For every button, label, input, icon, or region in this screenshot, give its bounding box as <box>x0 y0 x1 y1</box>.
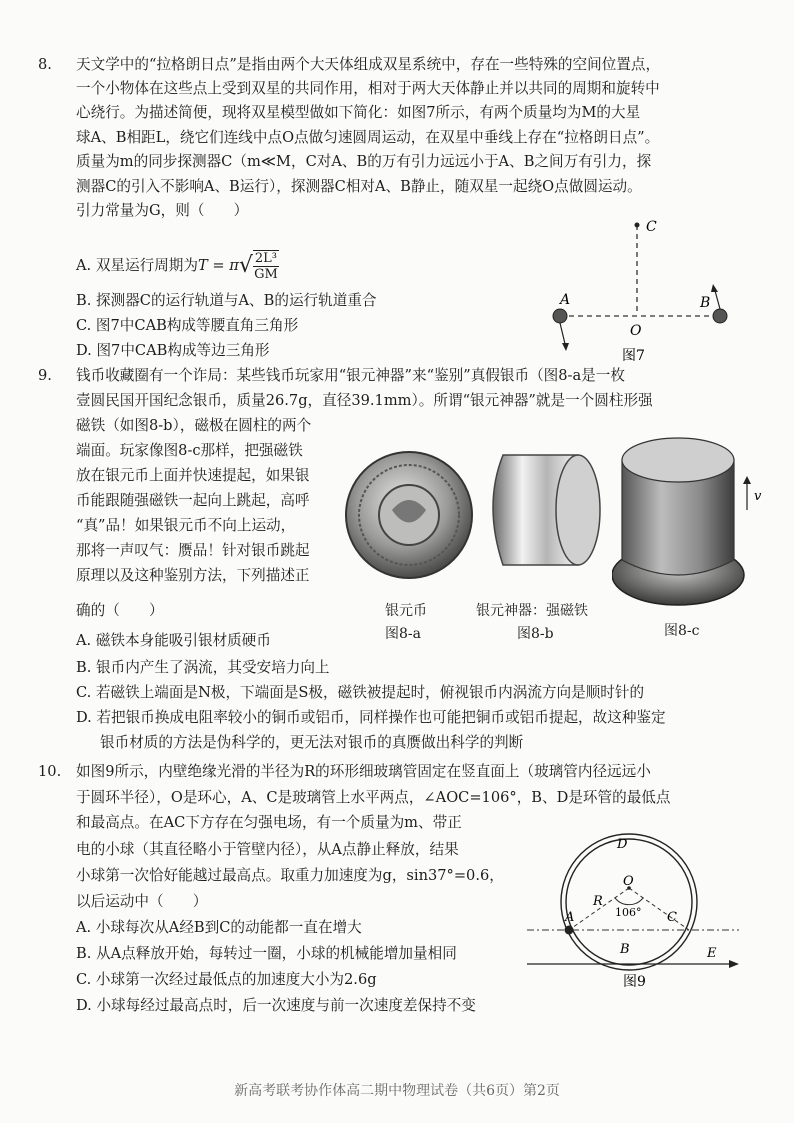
q9-line-1: 钱币收藏圈有一个诈局：某些钱币玩家用“银元神器”来“鉴别”真假银币（图8-a是一枚 <box>76 367 625 384</box>
star-a-ball <box>553 309 567 323</box>
q9-line-7: “真”品！如果银元币不向上运动， <box>76 517 296 534</box>
fig-8c-caption: 图8-c <box>664 623 700 639</box>
fig-8a-caption: 图8-a <box>385 626 421 642</box>
q10-line-3: 和最高点。在AC下方存在匀强电场，有一个质量为m、带正 <box>76 814 462 831</box>
q9-option-b: B. 银币内产生了涡流，其受安培力向上 <box>76 659 330 676</box>
q8-line-7: 引力常量为G，则（ ） <box>76 202 249 219</box>
q9-line-4: 端面。玩家像图8-c那样，把强磁铁 <box>76 442 303 459</box>
q9-option-c: C. 若磁铁上端面是N极，下端面是S极，磁铁被提起时，俯视银币内涡流方向是顺时针的 <box>76 684 645 701</box>
label-b: B <box>620 942 630 957</box>
fig-8a-label: 银元币 <box>385 603 427 619</box>
label-b: B <box>700 295 711 311</box>
q8-option-b: B. 探测器C的运行轨道与A、B的运行轨道重合 <box>76 292 377 309</box>
arrowhead-icon <box>711 284 718 292</box>
q9-option-a: A. 磁铁本身能吸引银材质硬币 <box>76 632 271 649</box>
q8-option-a-text: A. 双星运行周期为 <box>76 257 198 274</box>
q10-line-1: 如图9所示，内壁绝缘光滑的半径为R的环形细玻璃管固定在竖直面上（玻璃管内径远远小 <box>76 763 651 780</box>
charged-ball <box>565 926 574 935</box>
q8-line-4: 球A、B相距L，绕它们连线中点O点做匀速圆周运动，在双星中垂线上存在“拉格朗日点”。 <box>76 129 660 146</box>
q8-line-3: 心绕行。为描述简便，现将双星模型做如下简化：如图7所示，有两个质量均为M的大星 <box>76 104 641 121</box>
field-arrowhead-icon <box>729 960 739 968</box>
page-footer: 新高考联考协作体高二期中物理试卷（共6页）第2页 <box>234 1083 560 1099</box>
figure-7-diagram <box>540 215 740 365</box>
figure-9-ring-diagram <box>527 818 747 993</box>
figure-8a-coin <box>342 440 477 590</box>
velocity-label-v: v <box>754 489 762 504</box>
q10-option-c: C. 小球第一次经过最低点的加速度大小为2.6g <box>76 971 377 988</box>
q9-line-8: 那将一声叹气：赝品！针对银币跳起 <box>76 542 310 559</box>
q10-line-2: 于圆环半径），O是环心，A、C是玻璃管上水平两点，∠AOC=106°，B、D是环管的最低点 <box>76 789 671 806</box>
sqrt-icon: √ <box>238 253 253 278</box>
q9-line-2: 壹圆民国开国纪念银币，质量26.7g，直径39.1mm）。所谓“银元神器”就是一个圆柱形强 <box>76 392 653 409</box>
figure-8c-magnet-on-coin <box>612 430 772 620</box>
q8-line-2: 一个小物体在这些点上受到双星的共同作用，相对于两大天体静止并以共同的周期和旋转中 <box>76 80 660 97</box>
fig-8b-label: 银元神器：强磁铁 <box>476 603 588 619</box>
magnet-end-face <box>556 455 600 565</box>
arrowhead-up-icon <box>743 476 751 484</box>
label-o: O <box>623 874 634 889</box>
figure-7-caption: 图7 <box>622 348 645 364</box>
q8-option-d: D. 图7中CAB构成等边三角形 <box>76 342 270 359</box>
fraction-denominator: GM <box>254 267 278 282</box>
q10-line-5: 小球第一次恰好能越过最高点。取重力加速度为g，sin37°=0.6， <box>76 867 504 884</box>
magnet-top-face <box>622 438 734 482</box>
detector-c-dot <box>635 223 640 228</box>
label-o: O <box>630 323 642 339</box>
angle-arc <box>615 898 643 905</box>
q10-line-6: 以后运动中（ ） <box>76 893 208 910</box>
angle-label: 106° <box>615 906 642 919</box>
q9-line-10: 确的（ ） <box>76 602 164 619</box>
q8-option-a <box>76 250 279 282</box>
figure-8b-magnet <box>478 440 608 580</box>
q8-line-6: 测器C的引入不影响A、B运行），探测器C相对A、B静止，随双星一起绕O点做圆运动。 <box>76 178 642 195</box>
label-r: R <box>593 894 603 909</box>
label-d: D <box>617 837 628 852</box>
q9-number: 9. <box>38 367 52 384</box>
q8-number: 8. <box>38 56 52 73</box>
q8-option-a-fraction <box>253 250 279 282</box>
fig-8b-caption: 图8-b <box>517 626 554 642</box>
fraction-numerator: 2L³ <box>254 251 277 266</box>
q10-number: 10. <box>38 763 62 780</box>
q8-option-c: C. 图7中CAB构成等腰直角三角形 <box>76 317 299 334</box>
q10-option-d: D. 小球每经过最高点时，后一次速度与前一次速度差保持不变 <box>76 997 476 1014</box>
label-c: C <box>667 910 677 925</box>
q8-line-1: 天文学中的“拉格朗日点”是指由两个大天体组成双星系统中，存在一些特殊的空间位置点， <box>76 56 661 73</box>
q10-option-a: A. 小球每次从A经B到C的动能都一直在增大 <box>76 919 362 936</box>
q8-line-5: 质量为m的同步探测器C（m≪M，C对A、B的万有引力远远小于A、B之间万有引力，探 <box>76 153 652 170</box>
label-e: E <box>707 946 717 961</box>
label-a: A <box>565 910 575 925</box>
arrowhead-icon <box>562 343 569 351</box>
label-a: A <box>560 292 571 308</box>
q9-option-d-continued: 银币材质的方法是伪科学的，更无法对银币的真赝做出科学的判断 <box>100 734 524 751</box>
figure-9-caption: 图9 <box>623 974 646 990</box>
q8-option-a-formula: T = π <box>197 257 239 274</box>
q10-option-b: B. 从A点释放开始，每转过一圈，小球的机械能增加量相同 <box>76 945 457 962</box>
q9-line-5: 放在银元币上面并快速提起，如果银 <box>76 467 310 484</box>
q9-line-6: 币能跟随强磁铁一起向上跳起，高呼 <box>76 492 310 509</box>
star-b-ball <box>713 309 727 323</box>
label-c: C <box>646 219 657 235</box>
q10-line-4: 电的小球（其直径略小于管壁内径），从A点静止释放，结果 <box>76 841 459 858</box>
q9-line-3: 磁铁（如图8-b），磁极在圆柱的两个 <box>76 417 312 434</box>
q9-option-d: D. 若把银币换成电阻率较小的铜币或铝币，同样操作也可能把铜币或铝币提起，故这种鉴定 <box>76 709 666 726</box>
q9-line-9: 原理以及这种鉴别方法，下列描述正 <box>76 567 310 584</box>
